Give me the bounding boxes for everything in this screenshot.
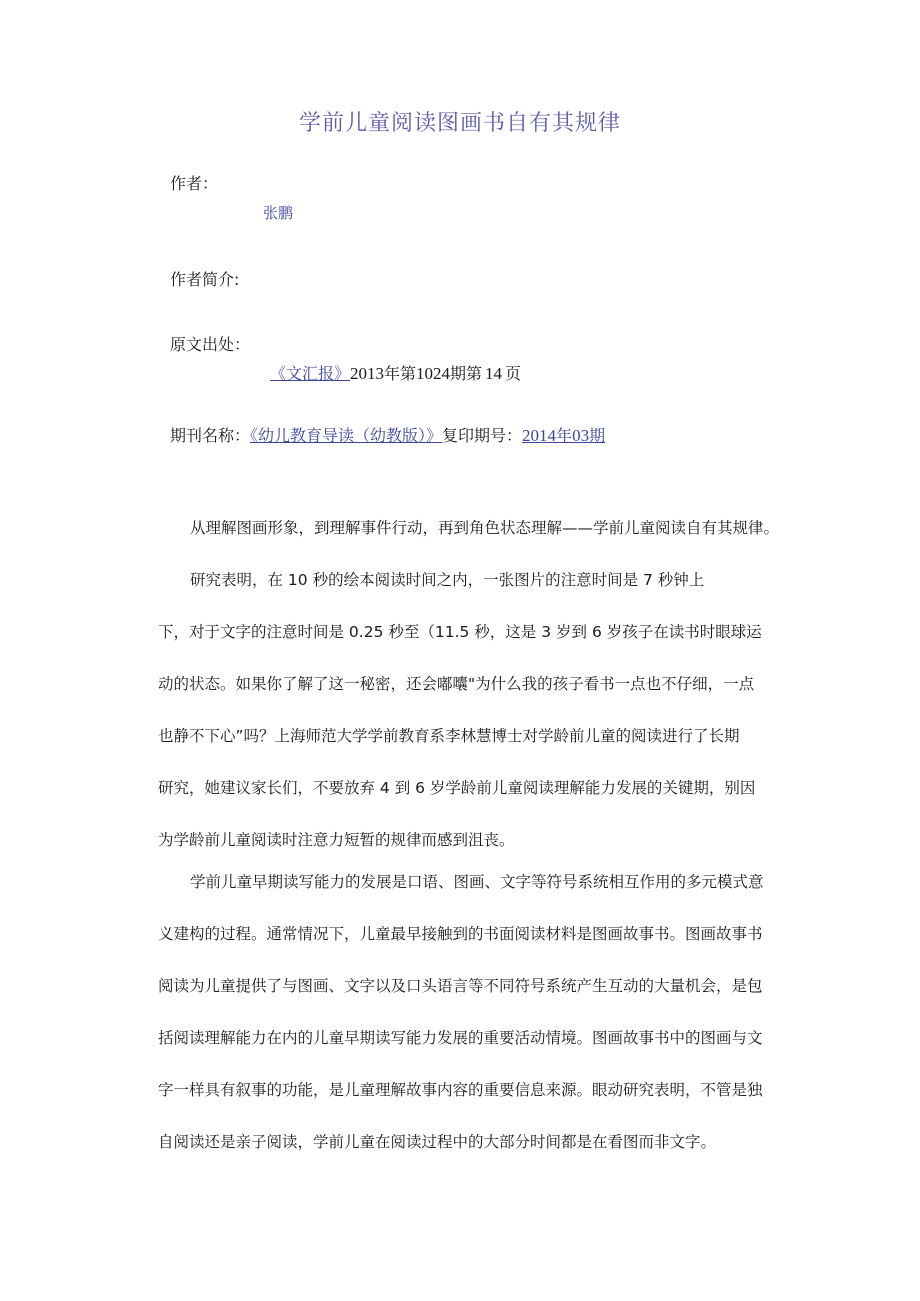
source-text-1: 年第 — [384, 364, 417, 383]
reprint-label: 复印期号： — [442, 426, 523, 445]
journal-line — [170, 423, 605, 446]
paragraph-line: 括阅读理解能力在内的儿童早期读写能力发展的重要活动情境。图画故事书中的图画与文 — [158, 1029, 763, 1047]
reprint-issue-link[interactable] — [522, 426, 605, 445]
paragraph-line: 学前儿童早期读写能力的发展是口语、图画、文字等符号系统相互作用的多元模式意 — [190, 873, 764, 891]
author-label: 作者： — [170, 174, 219, 193]
article-title: 学前儿童阅读图画书自有其规律 — [298, 111, 621, 136]
source-label: 原文出处： — [170, 335, 251, 354]
source-text-2: 期第 — [450, 364, 483, 383]
source-page: 14 — [485, 364, 503, 383]
reprint-issue-number: 03 — [572, 426, 590, 445]
paragraph-line: 也静不下心”吗？上海师范大学学前教育系李林慧博士对学龄前儿童的阅读进行了长期 — [158, 727, 740, 745]
paragraph-line: 从理解图画形象，到理解事件行动，再到角色状态理解——学前儿童阅读自有其规律。 — [190, 519, 780, 537]
paragraph-line: 字一样具有叙事的功能，是儿童理解故事内容的重要信息来源。眼动研究表明，不管是独 — [158, 1081, 763, 1099]
author-bio-label: 作者简介: — [170, 270, 240, 289]
paragraph-line: 义建构的过程。通常情况下，儿童最早接触到的书面阅读材料是图画故事书。图画故事书 — [158, 925, 763, 943]
paragraph-line: 研究表明，在 10 秒的绘本阅读时间之内，一张图片的注意时间是 7 秒钟上 — [190, 571, 705, 589]
author-link[interactable]: 张鹏 — [263, 204, 294, 222]
paragraph-line: 下，对于文字的注意时间是 0.25 秒至（11.5 秒，这是 3 岁到 6 岁孩子在读书时眼球运 — [158, 623, 762, 641]
paragraph-2 — [158, 554, 764, 866]
paragraph-line: 自阅读还是亲子阅读，学前儿童在阅读过程中的大部分时间都是在看图而非文字。 — [158, 1133, 717, 1151]
paragraph-3 — [158, 856, 764, 1168]
paragraph-1 — [158, 502, 780, 554]
journal-name-link[interactable]: 《幼儿教育导读（幼教版）》 — [250, 426, 443, 445]
paragraph-line: 为学龄前儿童阅读时注意力短暂的规律而感到沮丧。 — [158, 831, 515, 849]
source-paper-link[interactable]: 《文汇报》 — [270, 364, 351, 383]
source-year: 2013 — [350, 364, 385, 383]
reprint-year: 2014 — [522, 426, 557, 445]
source-issue: 1024 — [416, 364, 451, 383]
reprint-issue-suffix: 期 — [589, 426, 606, 445]
paragraph-line: 动的状态。如果你了解了这一秘密，还会嘟囔"为什么我的孩子看书一点也不仔细，一点 — [158, 675, 755, 693]
source-text-3: 页 — [505, 364, 522, 383]
paragraph-line: 阅读为儿童提供了与图画、文字以及口头语言等不同符号系统产生互动的大量机会，是包 — [158, 977, 763, 995]
reprint-year-suffix: 年 — [556, 426, 573, 445]
journal-label: 期刊名称： — [170, 426, 251, 445]
paragraph-line: 研究，她建议家长们，不要放弃 4 到 6 岁学龄前儿童阅读理解能力发展的关键期，别因 — [158, 779, 756, 797]
source-line — [270, 361, 521, 384]
